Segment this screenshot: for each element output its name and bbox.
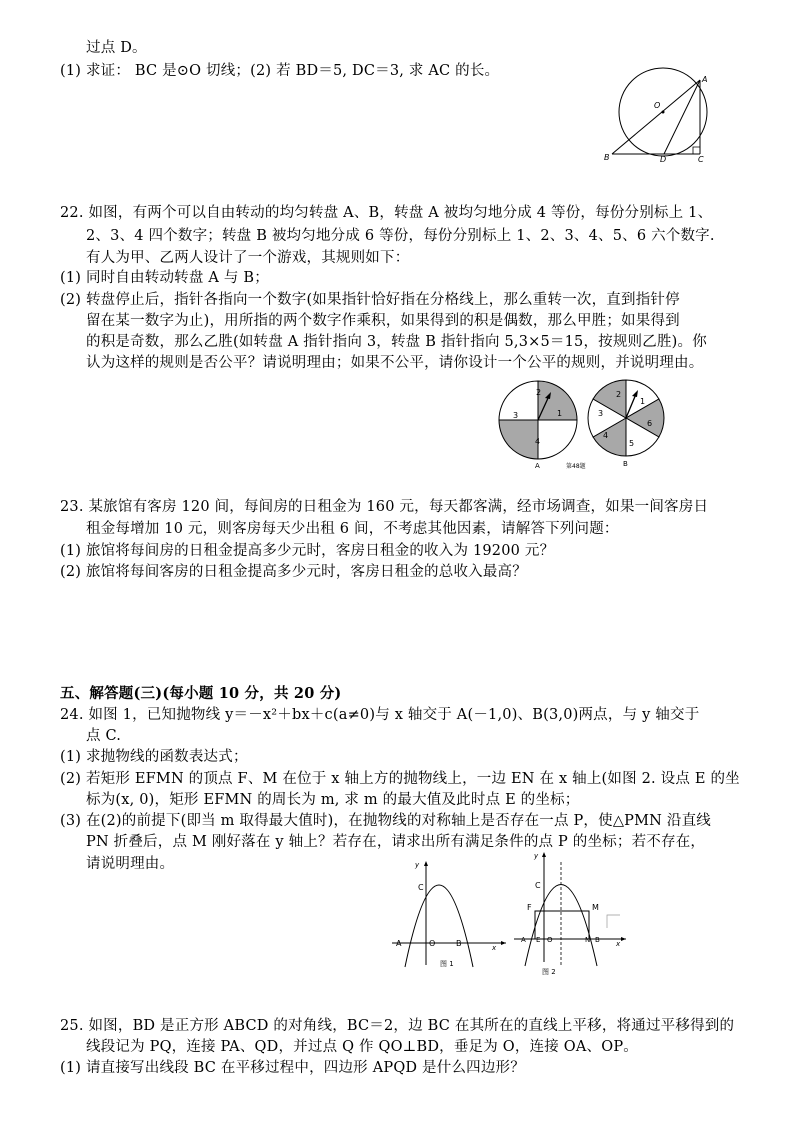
q23-line4: (2) 旅馆将每间客房的日租金提高多少元时，客房日租金的总收入最高？ — [60, 564, 527, 580]
q24-line6: (3) 在(2)的前提下(即当 m 取得最大值时)，在抛物线的对称轴上是否存在一点 P，使△PMN 沿直线 — [60, 813, 711, 829]
fig2-label-C: C — [535, 881, 541, 890]
label-B: B — [604, 153, 610, 162]
q23-line2: 租金每增加 10 元，则客房每天少出租 6 间，不考虑其他因素，请解答下列问题： — [86, 521, 619, 537]
q25-line3: (1) 请直接写出线段 BC 在平移过程中，四边形 APQD 是什么四边形？ — [60, 1060, 525, 1076]
fig2-x-label: x — [616, 940, 621, 948]
q21-text-pass-d: 过点 D。 — [86, 40, 147, 56]
fig2-label-O: O — [547, 936, 553, 944]
q22-line6: 留在某一数字为止)，用所指的两个数字作乘积，如果得到的积是偶数，那么甲胜；如果得到 — [86, 313, 680, 329]
spinner-b-number-3: 3 — [598, 409, 604, 418]
q24-line2: 点 C. — [86, 728, 122, 744]
fig2-label-E: E — [536, 936, 541, 944]
q21-tasks: (1) 求证： BC 是⊙O 切线；(2) 若 BD＝5, DC＝3, 求 AC 的长。 — [60, 63, 500, 79]
section5-heading: 五、解答题(三)(每小题 10 分，共 20 分) — [60, 685, 342, 702]
fig2-caption: 图 2 — [542, 968, 556, 976]
q22-spinners-figure — [495, 376, 675, 472]
q22-line4: (1) 同时自由转动转盘 A 与 B； — [60, 270, 269, 286]
spinner-a — [499, 381, 577, 470]
label-A: A — [702, 75, 708, 84]
q22-line5: (2) 转盘停止后，指针各指向一个数字(如果指针恰好指在分格线上，那么重转一次，直到指针停 — [60, 292, 680, 308]
q22-line8: 认为这样的规则是否公平？请说明理由；如果不公平，请你设计一个公平的规则，并说明理由。 — [86, 355, 704, 371]
q24-line5: 标为(x, 0)，矩形 EFMN 的周长为 m, 求 m 的最大值及此时点 E 的坐标； — [86, 792, 580, 808]
q24-line7: PN 折叠后，点 M 刚好落在 y 轴上？若存在，请求出所有满足条件的点 P 的坐标；若不存在， — [86, 834, 706, 850]
q22-line3: 有人为甲、乙两人设计了一个游戏，其规则如下： — [86, 250, 410, 266]
label-D: D — [660, 155, 667, 164]
fig1-label-B: B — [456, 939, 462, 948]
label-O: O — [654, 101, 661, 110]
spinner-a-label: A — [535, 462, 540, 470]
fig2-label-B: B — [595, 936, 600, 944]
spinner-b-number-4: 4 — [603, 431, 609, 440]
spinner-b-number-5: 5 — [629, 439, 635, 448]
q24-line8: 请说明理由。 — [86, 856, 175, 872]
spinner-a-number-3: 3 — [513, 411, 519, 420]
spinner-b — [588, 380, 664, 468]
q24-figure-2 — [510, 850, 630, 975]
q24-line1: 24. 如图 1，已知抛物线 y＝－x²＋bx＋c(a≠0)与 x 轴交于 A(－1,0)、B(3,0)两点，与 y 轴交于 — [60, 707, 700, 723]
fig1-label-C: C — [418, 883, 424, 892]
q25-line1: 25. 如图，BD 是正方形 ABCD 的对角线，BC＝2，边 BC 在其所在的直线上平移，将通过平移得到的 — [60, 1018, 735, 1034]
fig1-x-label: x — [492, 944, 497, 952]
spinner-b-label: B — [623, 460, 628, 468]
fig2-label-M: M — [592, 903, 599, 912]
spinner-a-number-4: 4 — [535, 437, 541, 446]
q22-line1: 22. 如图，有两个可以自由转动的均匀转盘 A、B，转盘 A 被均匀地分成 4 等份，每份分别标上 1、 — [60, 205, 713, 221]
q22-figure-caption: 第48题 — [566, 463, 586, 470]
fig1-caption: 图 1 — [440, 960, 454, 968]
q24-line4: (2) 若矩形 EFMN 的顶点 F、M 在位于 x 轴上方的抛物线上，一边 EN 在 x 轴上(如图 2. 设点 E 的坐 — [60, 771, 740, 787]
q23-line1: 23. 某旅馆有客房 120 间，每间房的日租金为 160 元，每天都客满，经市场调查，如果一间客房日 — [60, 499, 709, 515]
fig1-label-O: O — [429, 939, 436, 948]
label-C: C — [698, 155, 704, 164]
spinner-a-number-1: 1 — [557, 409, 563, 418]
spinner-b-number-1: 1 — [640, 397, 646, 406]
fig2-y-label: y — [534, 852, 539, 860]
spinner-b-number-2: 2 — [616, 390, 622, 399]
q22-line7: 的积是奇数，那么乙胜(如转盘 A 指针指向 3，转盘 B 指针指向 5,3×5＝15，按规则乙胜)。你 — [86, 334, 707, 350]
q21-circle-tangent-figure — [595, 70, 745, 170]
q25-line2: 线段记为 PQ，连接 PA、QD，并过点 Q 作 QO⊥BD，垂足为 O，连接 OA、OP。 — [86, 1039, 638, 1055]
fig2-label-A: A — [521, 936, 526, 944]
fig2-label-F: F — [527, 903, 532, 912]
spinner-a-number-2: 2 — [536, 388, 542, 397]
fig1-label-A: A — [396, 939, 402, 948]
q24-line3: (1) 求抛物线的函数表达式； — [60, 749, 248, 765]
q23-line3: (1) 旅馆将每间房的日租金提高多少元时，客房日租金的收入为 19200 元？ — [60, 543, 555, 559]
fig2-label-N: N — [585, 936, 591, 944]
q22-line2: 2、3、4 四个数字；转盘 B 被均匀地分成 6 等份，每份分别标上 1、2、3、4、5、6 六个数字. — [86, 228, 715, 244]
fig1-y-label: y — [415, 861, 420, 869]
q24-figure-1 — [388, 857, 508, 972]
spinner-b-number-6: 6 — [647, 419, 653, 428]
